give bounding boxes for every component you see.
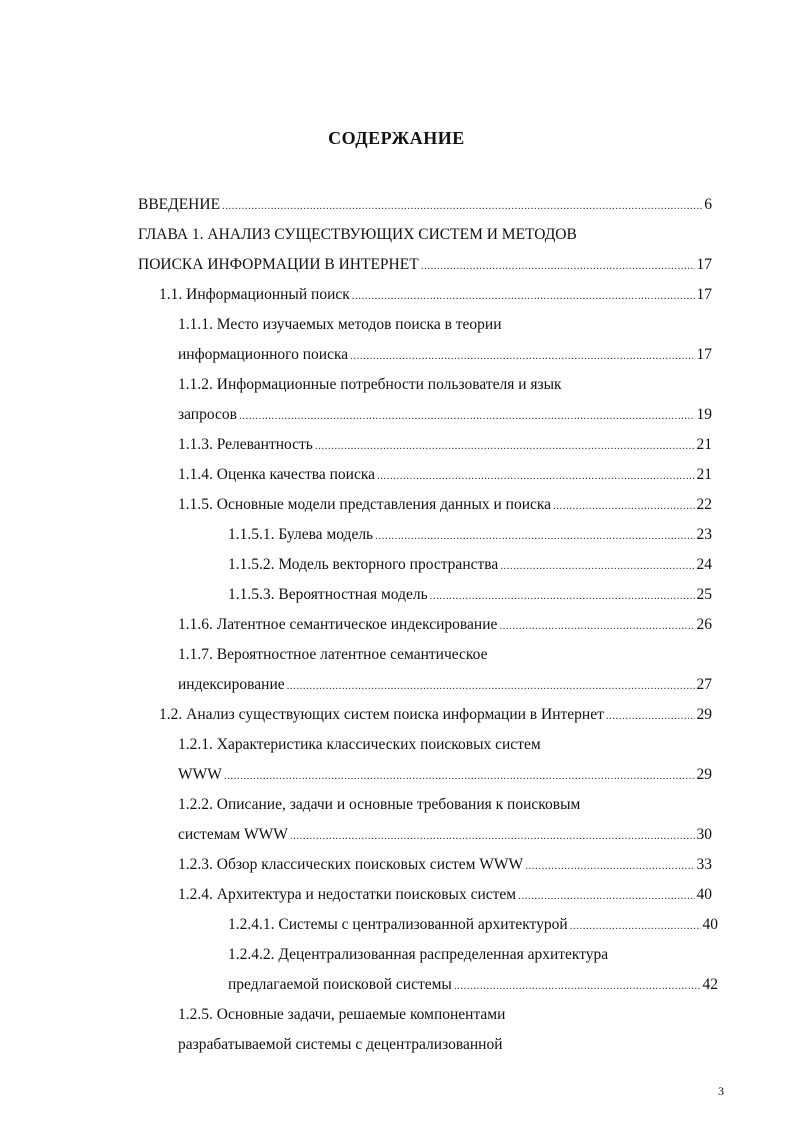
toc-entry-text: предлагаемой поисковой системы [228, 976, 452, 993]
toc-page-number: 42 [702, 976, 718, 993]
toc-entry-1-2-2[interactable] [178, 825, 712, 846]
toc-entry-1-1-2-line-1[interactable]: 1.1.2. Информационные потребности пользователя и язык [178, 376, 562, 393]
toc-entry-1-1-6[interactable] [178, 615, 712, 636]
toc-entry-text: системам WWW [178, 826, 288, 843]
toc-entry-chapter-1-line-1[interactable]: ГЛАВА 1. АНАЛИЗ СУЩЕСТВУЮЩИХ СИСТЕМ И МЕТОДОВ [138, 226, 577, 243]
toc-leader-dots [315, 435, 695, 456]
toc-entry-1-2-1-line-1[interactable]: 1.2.1. Характеристика классических поисковых систем [178, 736, 541, 753]
toc-entry-1-1-5-2[interactable] [228, 555, 712, 576]
toc-page-number: 40 [696, 886, 712, 903]
toc-leader-dots [525, 855, 694, 876]
toc-entry-text: 1.1.5. Основные модели представления данных и поиска [178, 496, 552, 513]
toc-page-number: 25 [696, 586, 712, 603]
toc-leader-dots [499, 615, 694, 636]
toc-leader-dots [553, 495, 694, 516]
toc-entry-1-2-4-2[interactable] [228, 975, 718, 996]
toc-entry-text: 1.2. Анализ существующих систем поиска информации в Интернет [159, 706, 604, 723]
toc-leader-dots [421, 255, 695, 276]
toc-leader-dots [224, 765, 695, 786]
toc-entry-1-1-1-line-1[interactable]: 1.1.1. Место изучаемых методов поиска в теории [178, 316, 502, 333]
toc-page-number: 24 [696, 556, 712, 573]
toc-entry-introduction[interactable] [138, 195, 712, 216]
toc-entry-1-1-3[interactable] [178, 435, 712, 456]
toc-entry-text: 1.1.5.1. Булева модель [228, 526, 374, 543]
toc-entry-text: 1.1.6. Латентное семантическое индексирование [178, 616, 498, 633]
toc-leader-dots [239, 405, 695, 426]
toc-entry-1-1[interactable] [159, 285, 712, 306]
toc-entry-text: 1.1.5.2. Модель векторного пространства [228, 556, 499, 573]
toc-entry-text: 1.1.5.3. Вероятностная модель [228, 586, 428, 603]
toc-leader-dots [287, 675, 695, 696]
toc-page-number: 27 [696, 676, 712, 693]
toc-entry-1-1-1[interactable] [178, 345, 712, 366]
toc-entry-text: информационного поиска [178, 346, 349, 363]
toc-entry-text: ВВЕДЕНИЕ [138, 196, 221, 213]
toc-entry-1-2-4-2-line-1[interactable]: 1.2.4.2. Децентрализованная распределенная архитектура [228, 946, 609, 963]
toc-entry-1-2-2-line-1[interactable]: 1.2.2. Описание, задачи и основные требования к поисковым [178, 796, 581, 813]
toc-entry-text: 1.2.4.1. Системы с централизованной архитектурой [228, 916, 568, 933]
toc-page-number: 6 [704, 196, 712, 213]
toc-leader-dots [352, 285, 695, 306]
toc-entry-1-1-5[interactable] [178, 495, 712, 516]
toc-entry-chapter-1[interactable] [138, 255, 712, 276]
toc-leader-dots [430, 585, 695, 606]
toc-entry-text: 1.1. Информационный поиск [159, 286, 350, 303]
page-number: 3 [718, 1084, 724, 1098]
toc-entry-text: 1.2.3. Обзор классических поисковых систем WWW [178, 856, 524, 873]
toc-leader-dots [454, 975, 701, 996]
toc-page-number: 29 [696, 766, 712, 783]
toc-entry-1-1-7[interactable] [178, 675, 712, 696]
toc-entry-1-2-4[interactable] [178, 885, 712, 906]
toc-leader-dots [377, 465, 695, 486]
toc-entry-1-1-2[interactable] [178, 405, 712, 426]
toc-page-number: 19 [696, 406, 712, 423]
toc-leader-dots [570, 915, 701, 936]
toc-page-number: 40 [702, 916, 718, 933]
toc-entry-1-2-5-line-1[interactable]: 1.2.5. Основные задачи, решаемые компонентами [178, 1006, 506, 1023]
toc-leader-dots [290, 825, 695, 846]
toc-entry-1-1-5-1[interactable] [228, 525, 712, 546]
toc-entry-text: запросов [178, 406, 237, 423]
toc-entry-1-1-5-3[interactable] [228, 585, 712, 606]
toc-page-number: 23 [696, 526, 712, 543]
toc-entry-1-2[interactable] [159, 705, 712, 726]
toc-page-number: 17 [696, 286, 712, 303]
toc-leader-dots [350, 345, 694, 366]
toc-entry-1-2-5-line-2[interactable]: разрабатываемой системы с децентрализованной [178, 1036, 503, 1053]
toc-page-number: 26 [696, 616, 712, 633]
toc-leader-dots [606, 705, 695, 726]
toc-leader-dots [500, 555, 694, 576]
toc-page-number: 22 [696, 496, 712, 513]
toc-entry-1-2-3[interactable] [178, 855, 712, 876]
toc-leader-dots [222, 195, 702, 216]
toc-page-number: 33 [696, 856, 712, 873]
toc-leader-dots [375, 525, 694, 546]
toc-page-number: 29 [696, 706, 712, 723]
toc-entry-text: 1.1.3. Релевантность [178, 436, 313, 453]
page-title: СОДЕРЖАНИЕ [328, 128, 465, 148]
toc-entry-text: ПОИСКА ИНФОРМАЦИИ В ИНТЕРНЕТ [138, 256, 419, 273]
toc-page-number: 17 [696, 256, 712, 273]
toc-entry-text: 1.2.4. Архитектура и недостатки поисковых систем [178, 886, 517, 903]
toc-page-number: 21 [696, 436, 712, 453]
toc-leader-dots [518, 885, 694, 906]
toc-page-number: 30 [696, 826, 712, 843]
toc-entry-text: WWW [178, 766, 222, 783]
toc-page-number: 21 [696, 466, 712, 483]
toc-entry-text: индексирование [178, 676, 285, 693]
toc-entry-text: 1.1.4. Оценка качества поиска [178, 466, 375, 483]
toc-entry-1-1-4[interactable] [178, 465, 712, 486]
toc-entry-1-2-4-1[interactable] [228, 915, 718, 936]
toc-entry-1-2-1[interactable] [178, 765, 712, 786]
toc-page-number: 17 [696, 346, 712, 363]
toc-entry-1-1-7-line-1[interactable]: 1.1.7. Вероятностное латентное семантическое [178, 646, 488, 663]
